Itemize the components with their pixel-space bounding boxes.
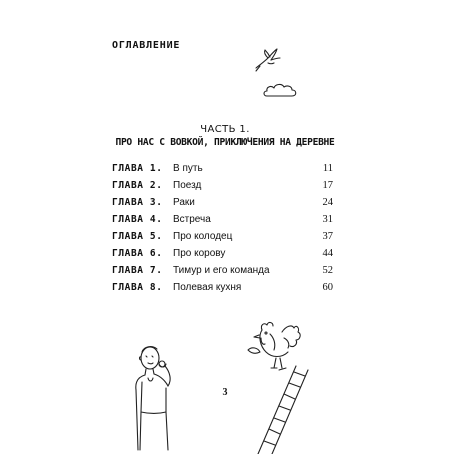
- toc-chapter-title: Про колодец: [173, 231, 233, 242]
- toc-entry: [112, 160, 333, 177]
- bird-icon: [252, 46, 288, 74]
- toc-entry: [112, 245, 333, 262]
- toc-chapter-label: ГЛАВА 2.: [112, 180, 163, 191]
- toc-page-number: 37: [322, 231, 333, 242]
- toc-chapter-title: Про корову: [173, 248, 226, 259]
- part-number: ЧАСТЬ 1.: [200, 124, 250, 135]
- toc-page-number: 52: [322, 265, 333, 276]
- part-title: ПРО НАС С ВОВКОЙ, ПРИКЛЮЧЕНИЯ НА ДЕРЕВНЕ: [115, 137, 335, 148]
- toc-chapter-title: Полевая кухня: [173, 282, 242, 293]
- toc-chapter-label: ГЛАВА 3.: [112, 197, 163, 208]
- toc-chapter-title: Встреча: [173, 214, 211, 225]
- toc-chapter-label: ГЛАВА 1.: [112, 163, 163, 174]
- toc-chapter-title: Поезд: [173, 180, 202, 191]
- toc-chapter-label: ГЛАВА 5.: [112, 231, 163, 242]
- toc-chapter-title: В путь: [173, 163, 203, 174]
- toc-page-number: 31: [322, 214, 333, 225]
- toc-page-number: 44: [322, 248, 333, 259]
- toc-page-number: 17: [322, 180, 333, 191]
- toc-chapter-title: Раки: [173, 197, 195, 208]
- toc-page-number: 60: [322, 282, 333, 293]
- toc-chapter-label: ГЛАВА 6.: [112, 248, 163, 259]
- toc-entry: [112, 211, 333, 228]
- page-number: 3: [222, 387, 228, 398]
- toc-chapter-label: ГЛАВА 8.: [112, 282, 163, 293]
- toc-chapter-label: ГЛАВА 4.: [112, 214, 163, 225]
- contents-heading: ОГЛАВЛЕНИЕ: [112, 40, 181, 51]
- toc-entry: [112, 177, 333, 194]
- toc-page-number: 24: [322, 197, 333, 208]
- toc-entry: [112, 279, 333, 296]
- toc-entry: [112, 262, 333, 279]
- toc-entry: [112, 228, 333, 245]
- toc-chapter-title: Тимур и его команда: [173, 265, 270, 276]
- ladder-icon: [252, 364, 312, 454]
- cloud-icon: [262, 82, 298, 100]
- toc-entry: [112, 194, 333, 211]
- table-of-contents: [112, 160, 333, 296]
- toc-page-number: 11: [322, 163, 333, 174]
- toc-chapter-label: ГЛАВА 7.: [112, 265, 163, 276]
